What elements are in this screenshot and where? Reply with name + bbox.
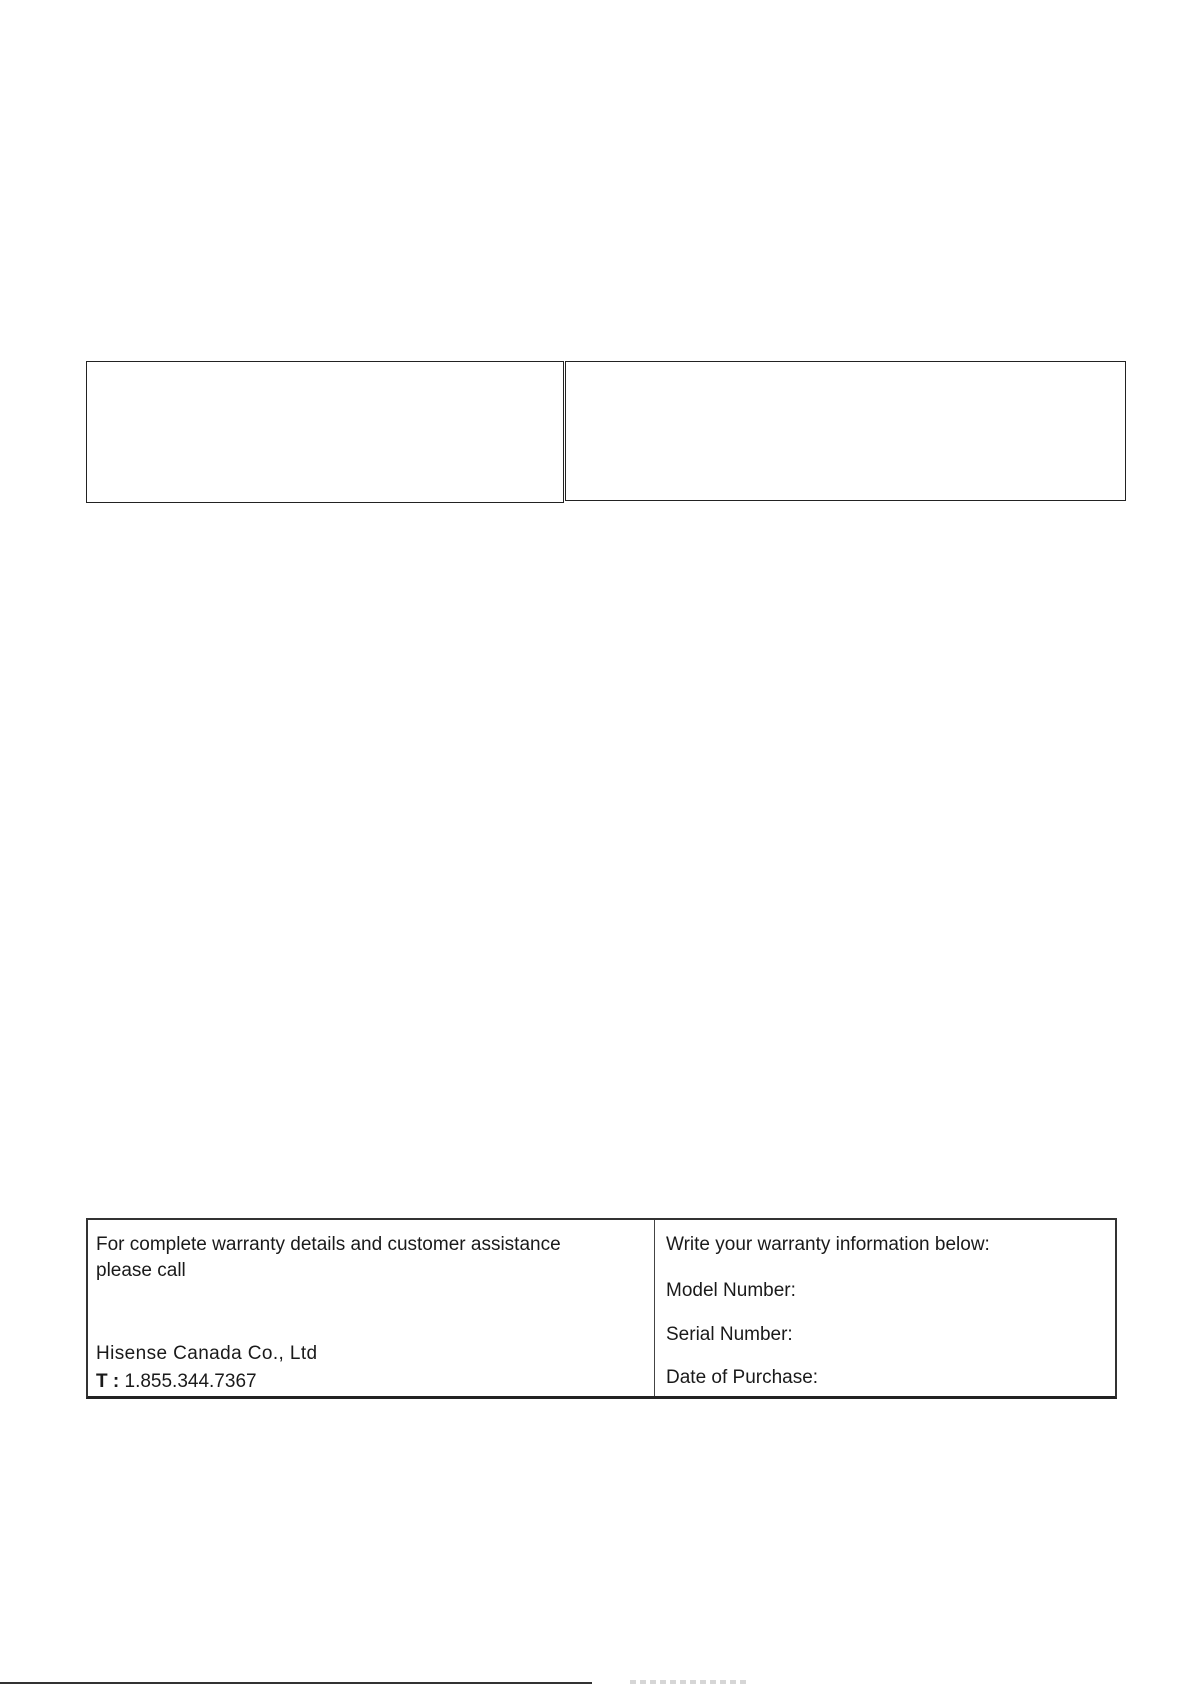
phone-prefix: T :	[96, 1371, 120, 1392]
warranty-heading: Write your warranty information below:	[666, 1234, 990, 1255]
phone-number: 1.855.344.7367	[124, 1371, 257, 1392]
company-name: Hisense Canada Co., Ltd	[96, 1343, 318, 1364]
assistance-text: For complete warranty details and customer assistance please call	[96, 1234, 561, 1281]
warranty-record-cell	[655, 1220, 1115, 1396]
date-of-purchase-label: Date of Purchase:	[666, 1367, 819, 1388]
footer-rule	[0, 1682, 592, 1684]
serial-number-label: Serial Number:	[666, 1324, 793, 1345]
footer-smudge	[630, 1680, 750, 1684]
customer-assistance-cell	[88, 1220, 655, 1396]
blank-box-left	[86, 361, 564, 503]
blank-box-right	[565, 361, 1126, 501]
phone-line	[96, 1370, 257, 1394]
warranty-info-table	[86, 1218, 1117, 1399]
model-number-label: Model Number:	[666, 1280, 796, 1301]
